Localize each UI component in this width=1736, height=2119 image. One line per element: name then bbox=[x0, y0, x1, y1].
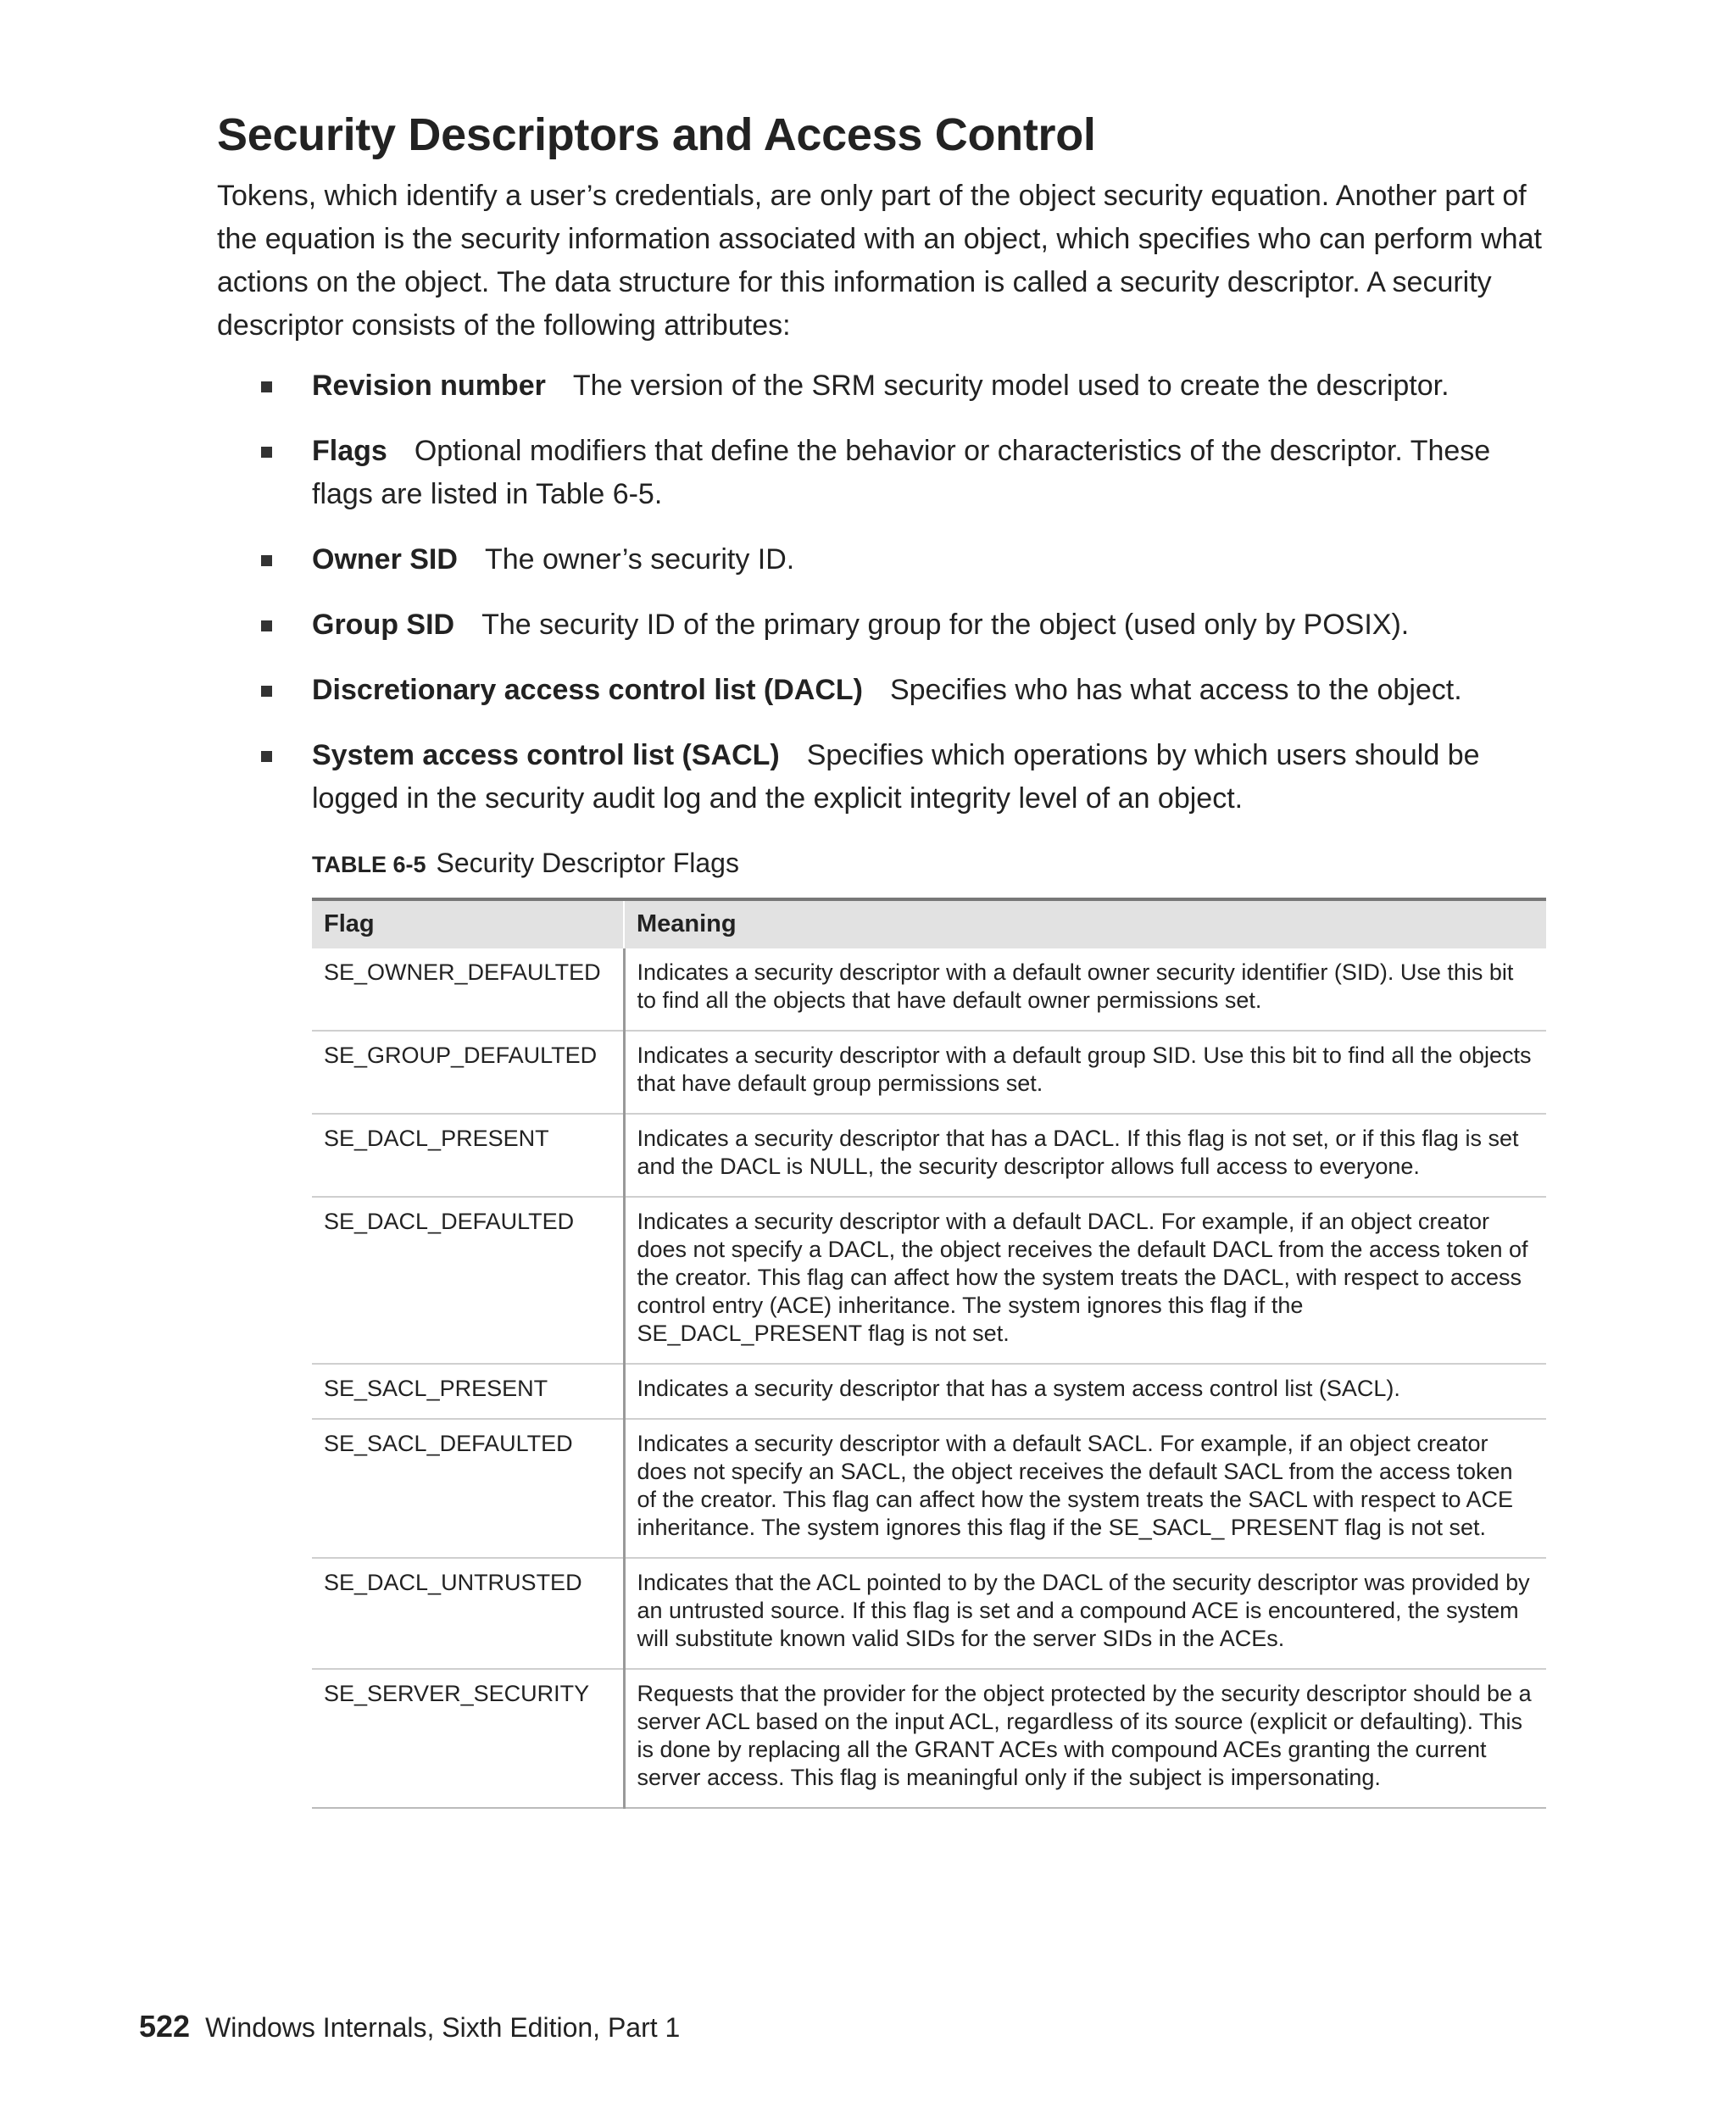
meaning-cell: Indicates a security descriptor that has a DACL. If this flag is not set, or if this flag is set and the DACL is NULL, the security descriptor allows full access to everyone. bbox=[624, 1114, 1546, 1197]
table-row bbox=[312, 1669, 1546, 1808]
meaning-cell: Indicates a security descriptor with a default owner security identifier (SID). Use this bit to find all the objects that have default owner permissions set. bbox=[624, 948, 1546, 1031]
attribute-term: Discretionary access control list (DACL) bbox=[312, 674, 863, 706]
attribute-description: The version of the SRM security model used to create the descriptor. bbox=[572, 370, 1449, 402]
table-header-row bbox=[312, 899, 1546, 948]
flag-cell: SE_GROUP_DEFAULTED bbox=[312, 1031, 624, 1114]
page-number: 522 bbox=[139, 2009, 191, 2044]
flag-cell: SE_SERVER_SECURITY bbox=[324, 1681, 590, 1706]
attribute-term: Flags bbox=[312, 435, 387, 467]
meaning-cell: Indicates a security descriptor with a default SACL. For example, if an object creator does not specify an SACL, the object receives the default SACL from the access token of the creator. This flag can affect how the system treats the SACL with respect to ACE inheritance. The system ignores this flag if the SE_SACL_ PRESENT flag is not set. bbox=[624, 1419, 1546, 1558]
flag-cell: SE_OWNER_DEFAULTED bbox=[312, 948, 624, 1031]
bullet-icon bbox=[261, 381, 272, 392]
list-item bbox=[217, 538, 1556, 581]
attribute-description: Specifies which operations by which users should be logged in the security audit log and the explicit integrity level of an object. bbox=[312, 739, 1480, 815]
intro-paragraph: Tokens, which identify a user’s credentials, are only part of the object security equation. Another part of the equation is the security information associated with an object, which specifies who can perform what actions on the object. The data structure for this information is called a security descriptor. A security descriptor consists of the following attributes: bbox=[217, 180, 1542, 342]
table-row bbox=[312, 1114, 1546, 1197]
list-item bbox=[217, 364, 1556, 408]
meaning-cell: Indicates a security descriptor that has a system access control list (SACL). bbox=[624, 1364, 1546, 1419]
flag-cell: SE_SACL_PRESENT bbox=[312, 1364, 624, 1419]
list-item bbox=[217, 669, 1556, 712]
attribute-description: The security ID of the primary group for the object (used only by POSIX). bbox=[481, 609, 1410, 641]
meaning-cell: Indicates a security descriptor with a default DACL. For example, if an object creator does not specify a DACL, the object receives the default DACL from the access token of the creator. This flag can affect how the system treats the DACL, with respect to access control entry (ACE) inheritance. The system ignores this flag if the SE_DACL_PRESENT flag is not set. bbox=[624, 1197, 1546, 1364]
attribute-description: Optional modifiers that define the behavior or characteristics of the descriptor. These flags are listed in Table 6-5. bbox=[312, 435, 1491, 510]
flag-cell: SE_SACL_DEFAULTED bbox=[312, 1419, 624, 1558]
list-item bbox=[217, 603, 1556, 647]
meaning-cell: Indicates that the ACL pointed to by the DACL of the security descriptor was provided by an untrusted source. If this flag is set and a compound ACE is encountered, the system will substitute known valid SIDs for the server SIDs in the ACEs. bbox=[624, 1558, 1546, 1669]
table-row bbox=[312, 1031, 1546, 1114]
table-row bbox=[312, 1197, 1546, 1364]
attribute-description: Specifies who has what access to the object. bbox=[889, 674, 1462, 706]
table-label: TABLE 6-5 bbox=[312, 852, 426, 877]
meaning-cell: Indicates a security descriptor with a default group SID. Use this bit to find all the objects that have default group permissions set. bbox=[624, 1031, 1546, 1114]
table-row bbox=[312, 1558, 1546, 1669]
attribute-term: Group SID bbox=[312, 609, 455, 641]
column-header-flag: Flag bbox=[312, 899, 624, 948]
section-heading: Security Descriptors and Access Control bbox=[217, 109, 1096, 160]
list-item bbox=[217, 430, 1556, 516]
flags-table bbox=[312, 898, 1546, 1809]
list-item bbox=[217, 734, 1556, 820]
bullet-icon bbox=[261, 620, 272, 631]
attribute-term: System access control list (SACL) bbox=[312, 739, 780, 771]
bullet-icon bbox=[261, 686, 272, 697]
table-caption bbox=[312, 848, 739, 879]
attribute-description: The owner’s security ID. bbox=[484, 543, 795, 576]
table-row bbox=[312, 948, 1546, 1031]
table-row bbox=[312, 1364, 1546, 1419]
attribute-term: Owner SID bbox=[312, 543, 458, 576]
table-caption-text: Security Descriptor Flags bbox=[436, 848, 739, 878]
table-row bbox=[312, 1419, 1546, 1558]
bullet-icon bbox=[261, 751, 272, 762]
bullet-icon bbox=[261, 555, 272, 566]
attribute-list bbox=[217, 364, 1556, 843]
bullet-icon bbox=[261, 447, 272, 458]
book-title: Windows Internals, Sixth Edition, Part 1 bbox=[205, 2012, 681, 2043]
meaning-cell: Requests that the provider for the object protected by the security descriptor should be a server ACL based on the input ACL, regardless of its source (explicit or defaulting). This is done by replacing all the GRANT ACEs with compound ACEs granting the current server access. This flag is meaningful only if the subject is impersonating. bbox=[624, 1669, 1546, 1808]
flag-cell: SE_DACL_PRESENT bbox=[312, 1114, 624, 1197]
flag-cell: SE_DACL_UNTRUSTED bbox=[312, 1558, 624, 1669]
page-footer bbox=[139, 2009, 680, 2044]
column-header-meaning: Meaning bbox=[624, 899, 1546, 948]
flag-cell: SE_DACL_DEFAULTED bbox=[312, 1197, 624, 1364]
attribute-term: Revision number bbox=[312, 370, 546, 402]
